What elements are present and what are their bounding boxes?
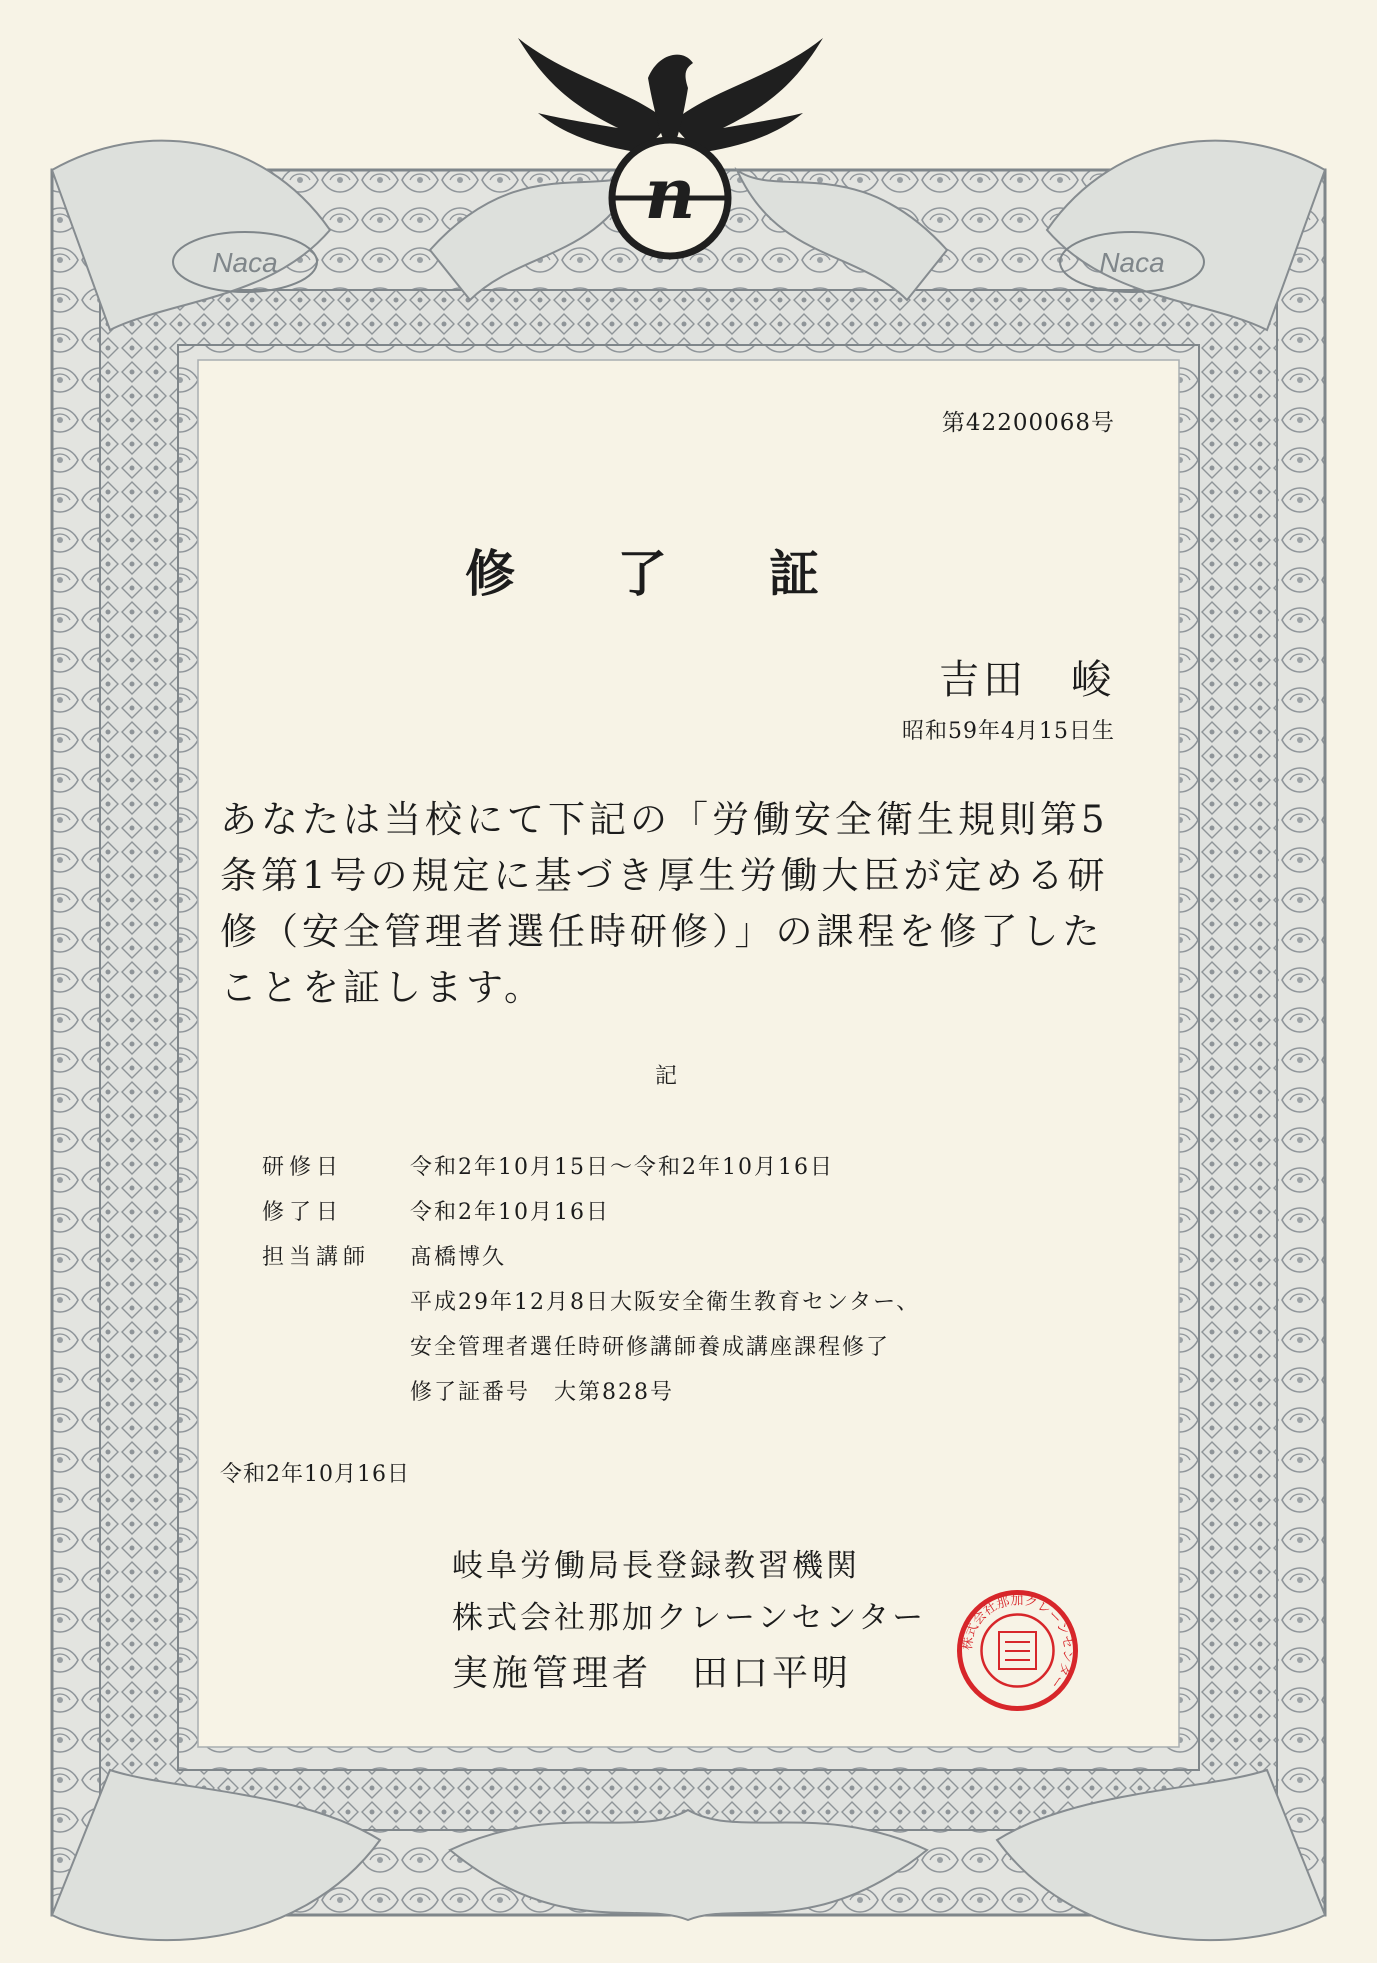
detail-label: 修了日 xyxy=(262,1200,344,1225)
detail-row xyxy=(262,1233,920,1278)
title-char: 了 xyxy=(617,544,669,603)
detail-value: 髙橋博久 xyxy=(410,1245,507,1270)
detail-row xyxy=(262,1323,920,1368)
certificate-title xyxy=(465,534,921,606)
details-list xyxy=(262,1143,920,1413)
issue-date: 令和2年10月16日 xyxy=(220,1462,410,1487)
svg-text:n: n xyxy=(644,152,696,235)
detail-row xyxy=(262,1368,920,1413)
issuer-registration: 岐阜労働局長登録教習機関 xyxy=(452,1548,860,1584)
detail-row xyxy=(262,1278,920,1323)
detail-label: 担当講師 xyxy=(262,1245,371,1270)
detail-value: 安全管理者選任時研修講師養成講座課程修了 xyxy=(410,1335,891,1360)
issuer-block xyxy=(452,1540,926,1704)
certificate-body: あなたは当校にて下記の「労働安全衛生規則第5条第1号の規定に基づき厚生労働大臣が定める研修（安全管理者選任時研修）」の課程を修了したことを証します。 xyxy=(220,798,1109,1009)
corner-logo-right: Naca xyxy=(1099,247,1165,278)
seal-text: 株式会社那加クレーンセンター xyxy=(960,1593,1075,1691)
birth-date: 昭和59年4月15日生 xyxy=(902,719,1115,744)
detail-label: 研修日 xyxy=(262,1155,344,1180)
detail-row xyxy=(262,1188,920,1233)
recipient-name: 吉田 峻 xyxy=(939,657,1115,703)
detail-row xyxy=(262,1143,920,1188)
issuer-company: 株式会社那加クレーンセンター xyxy=(452,1600,927,1636)
corner-logo-left: Naca xyxy=(212,247,278,278)
detail-value: 修了証番号 大第828号 xyxy=(410,1380,674,1405)
certificate-number: 第42200068号 xyxy=(941,410,1115,436)
ki-label: 記 xyxy=(655,1064,678,1089)
title-char: 証 xyxy=(769,544,821,603)
detail-value: 平成29年12月8日大阪安全衛生教育センター、 xyxy=(410,1290,921,1315)
company-seal-icon xyxy=(955,1588,1080,1713)
detail-value: 令和2年10月15日～令和2年10月16日 xyxy=(410,1155,834,1180)
detail-value: 令和2年10月16日 xyxy=(410,1200,610,1225)
title-char: 修 xyxy=(465,544,517,603)
eagle-emblem-icon xyxy=(508,18,833,268)
issuer-manager: 実施管理者 田口平明 xyxy=(452,1653,853,1694)
